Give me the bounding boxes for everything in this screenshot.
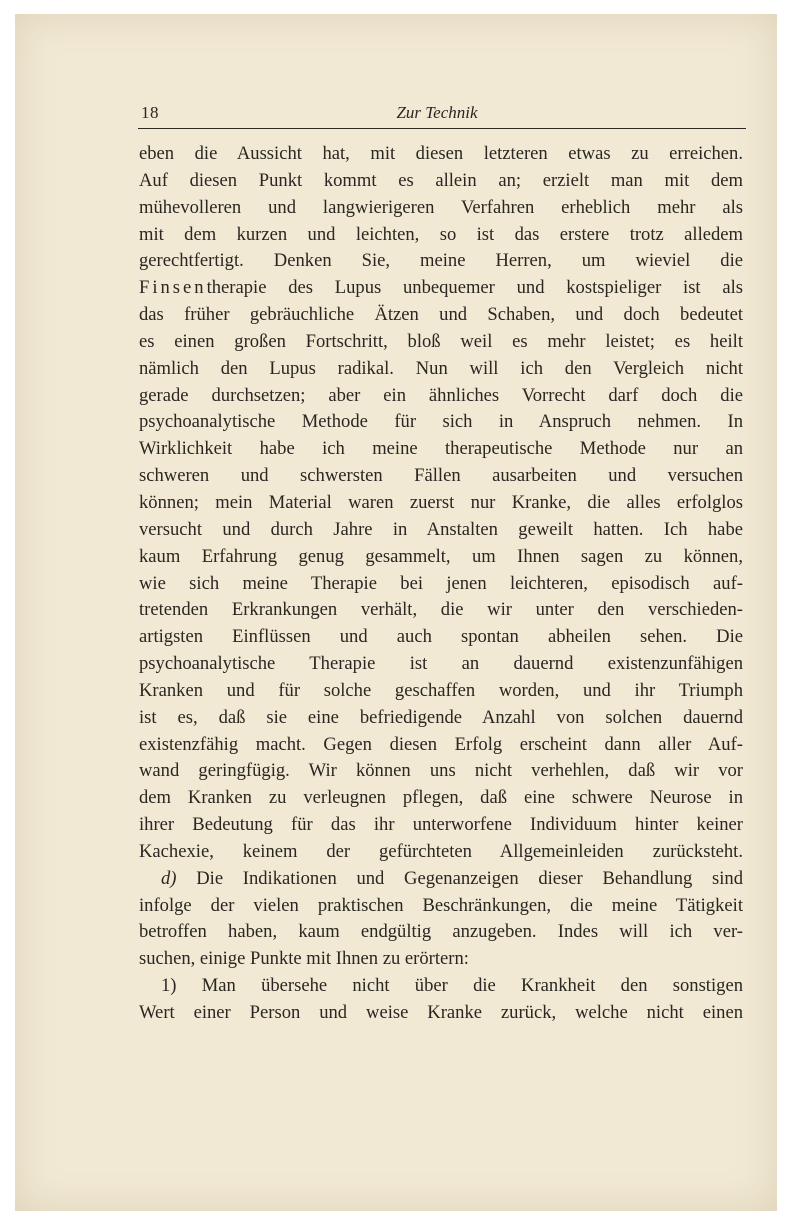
- text-line: versucht und durch Jahre in Anstalten geweilt hatten. Ich habe: [139, 518, 743, 540]
- text-line: infolge der vielen praktischen Beschränkungen, die meine Tätigkeit: [139, 894, 743, 916]
- text-line: existenzfähig macht. Gegen diesen Erfolg erscheint dann aller Auf-: [139, 733, 743, 755]
- text-line: nämlich den Lupus radikal. Nun will ich den Vergleich nicht: [139, 357, 743, 379]
- page-header: [128, 103, 746, 127]
- text-line: gerade durchsetzen; aber ein ähnliches Vorrecht darf doch die: [139, 384, 743, 406]
- text-line: mit dem kurzen und leichten, so ist das erstere trotz alledem: [139, 223, 743, 245]
- text-line: kaum Erfahrung genug gesammelt, um Ihnen sagen zu können,: [139, 545, 743, 567]
- text-line: betroffen haben, kaum endgültig anzugeben. Indes will ich ver-: [139, 921, 743, 943]
- text-line: wie sich meine Therapie bei jenen leichteren, episodisch auf-: [139, 572, 743, 594]
- page-number: 18: [141, 103, 159, 122]
- text-line: dem Kranken zu verleugnen pflegen, daß eine schwere Neurose in: [139, 787, 743, 809]
- list-item-1-second-line: Wert einer Person und weise Kranke zurück, welche nicht einen: [139, 1002, 743, 1023]
- running-title: Zur Technik: [396, 103, 478, 122]
- text-line: ist es, daß sie eine befriedigende Anzahl von solchen dauernd: [139, 706, 743, 728]
- text-line: gerechtfertigt. Denken Sie, meine Herren, um wieviel die: [139, 250, 743, 272]
- text-line: Wirklichkeit habe ich meine therapeutische Methode nur an: [139, 438, 743, 460]
- paragraph-d-first-line: [139, 866, 743, 893]
- header-rule: [138, 128, 746, 129]
- paragraph-d-label: d): [161, 867, 177, 889]
- text-line: können; mein Material waren zuerst nur Kranke, die alles erfolglos: [139, 491, 743, 513]
- text-line-rest: therapie des Lupus unbequemer und kostspieliger ist als: [206, 277, 743, 299]
- text-line: psychoanalytische Methode für sich in Anspruch nehmen. In: [139, 411, 743, 433]
- spaced-word: Finsen: [139, 277, 207, 299]
- text-line: psychoanalytische Therapie ist an dauernd existenzunfähigen: [139, 653, 743, 675]
- list-item-1-first-line: 1) Man übersehe nicht über die Krankheit den sonstigen: [161, 975, 743, 997]
- text-line: es einen großen Fortschritt, bloß weil es mehr leistet; es heilt: [139, 330, 743, 352]
- text-line: eben die Aussicht hat, mit diesen letzteren etwas zu erreichen.: [139, 143, 743, 164]
- text-line: Kachexie, keinem der gefürchteten Allgemeinleiden zurücksteht.: [139, 840, 743, 862]
- text-line-finsen: [139, 275, 743, 302]
- text-line: artigsten Einflüssen und auch spontan abheilen sehen. Die: [139, 626, 743, 648]
- text-line: Auf diesen Punkt kommt es allein an; erzielt man mit dem: [139, 169, 743, 191]
- paragraph-d-text: Die Indikationen und Gegenanzeigen dieser Behandlung sind: [196, 867, 743, 889]
- text-line: tretenden Erkrankungen verhält, die wir unter den verschieden-: [139, 599, 743, 621]
- text-line: suchen, einige Punkte mit Ihnen zu erörtern:: [139, 948, 469, 970]
- body-text: [139, 141, 743, 1027]
- text-line: wand geringfügig. Wir können uns nicht verhehlen, daß wir vor: [139, 760, 743, 782]
- text-line: Kranken und für solche geschaffen worden, und ihr Triumph: [139, 679, 743, 701]
- text-line: mühevolleren und langwierigeren Verfahren erheblich mehr als: [139, 196, 743, 218]
- text-line: das früher gebräuchliche Ätzen und Schaben, und doch bedeutet: [139, 304, 743, 326]
- text-line: ihrer Bedeutung für das ihr unterworfene Individuum hinter keiner: [139, 814, 743, 836]
- text-line: schweren und schwersten Fällen ausarbeiten und versuchen: [139, 465, 743, 487]
